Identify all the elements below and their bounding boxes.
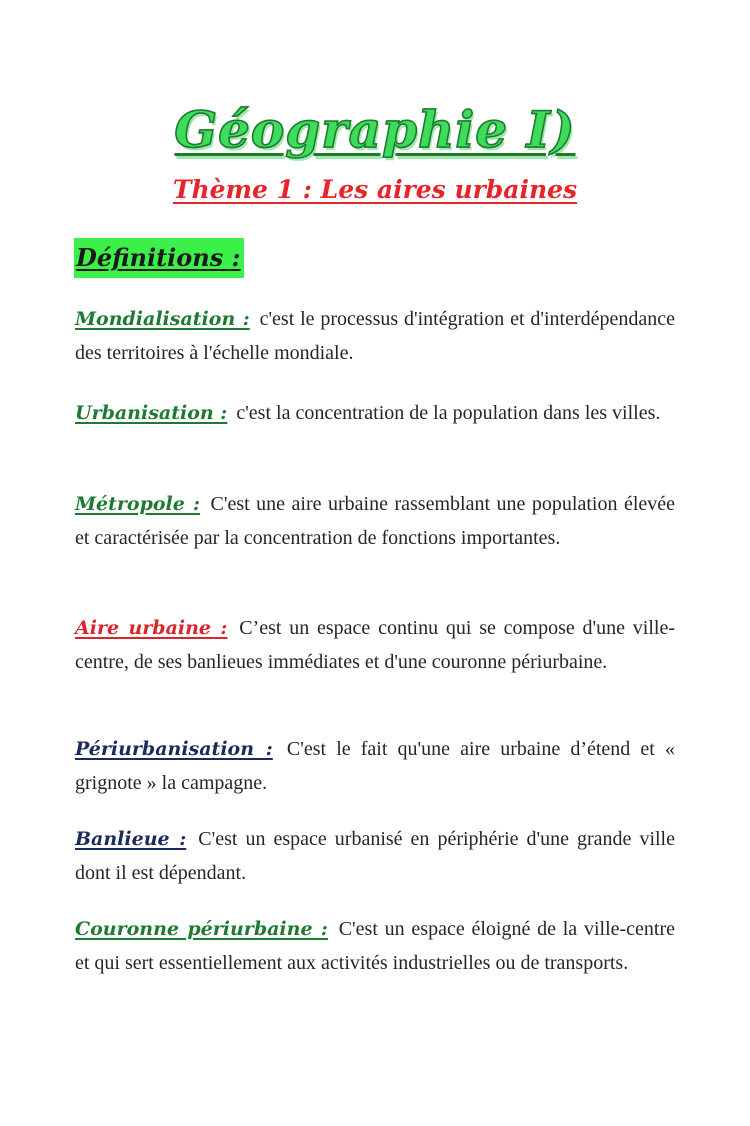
page-title: Géographie I) xyxy=(174,100,576,159)
definition-term: Aire urbaine : xyxy=(75,617,228,639)
definition-term: Périurbanisation : xyxy=(75,738,273,760)
definition-couronne-periurbaine xyxy=(75,912,675,980)
definition-urbanisation xyxy=(75,396,675,430)
definition-mondialisation xyxy=(75,302,675,370)
definition-banlieue xyxy=(75,822,675,890)
page-subtitle: Thème 1 : Les aires urbaines xyxy=(172,175,578,204)
definition-aire-urbaine xyxy=(75,611,675,679)
definition-term: Métropole : xyxy=(75,493,200,515)
definition-text: C’est un espace continu qui se compose d'une ville-centre, de ses banlieues immédiates et d'une couronne périurbaine. xyxy=(75,617,676,673)
definition-text: C'est une aire urbaine rassemblant une population élevée et caractérisée par la concentration de fonctions importantes. xyxy=(75,493,676,549)
definition-text: C'est un espace urbanisé en périphérie d'une grande ville dont il est dépendant. xyxy=(75,828,675,884)
section-heading-definitions: Définitions : xyxy=(74,238,244,278)
definition-text: c'est la concentration de la population dans les villes. xyxy=(236,402,661,424)
definition-text: c'est le processus d'intégration et d'interdépendance des territoires à l'échelle mondiale. xyxy=(75,308,675,364)
definition-periurbanisation xyxy=(75,732,675,800)
definition-text: C'est le fait qu'une aire urbaine d’étend et « grignote » la campagne. xyxy=(75,738,675,794)
definition-term: Mondialisation : xyxy=(75,308,250,330)
definition-term: Banlieue : xyxy=(75,828,187,850)
definition-term: Couronne périurbaine : xyxy=(75,918,328,940)
definition-term: Urbanisation : xyxy=(75,402,228,424)
definition-text: C'est un espace éloigné de la ville-centre et qui sert essentiellement aux activités industrielles ou de transports. xyxy=(75,918,676,974)
definition-metropole xyxy=(75,487,675,555)
